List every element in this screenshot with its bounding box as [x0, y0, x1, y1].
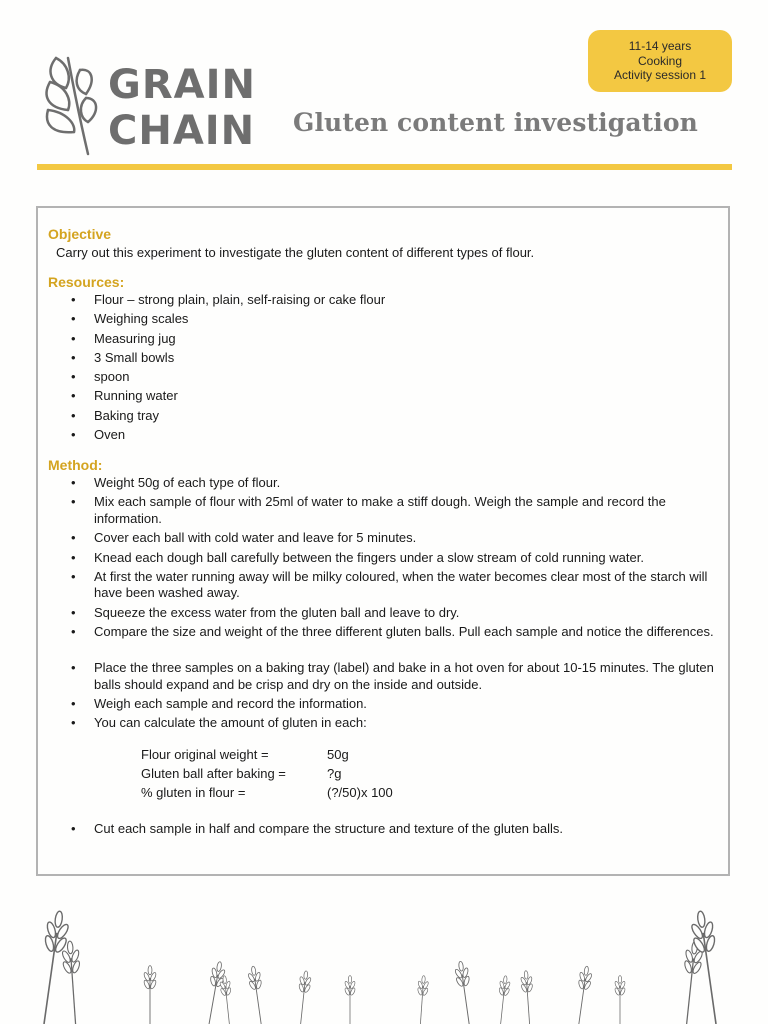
list-item: • Baking tray [38, 408, 718, 427]
list-item: • Flour – strong plain, plain, self-raising or cake flour [38, 292, 718, 311]
badge-session: Activity session 1 [613, 68, 707, 83]
list-item: • At first the water running away will be milky coloured, when the water becomes clear most of the starch will have been washed away. [38, 569, 718, 605]
method-heading: Method: [48, 457, 103, 473]
calc-label: Flour original weight = [141, 747, 269, 762]
wheat-stalks-illustration [0, 880, 768, 1024]
calc-row [141, 785, 441, 804]
activity-content-box [36, 206, 730, 876]
gluten-calculation [141, 747, 441, 804]
list-item: • Squeeze the excess water from the gluten ball and leave to dry. [38, 605, 718, 624]
list-item: • Mix each sample of flour with 25ml of water to make a stiff dough. Weigh the sample and record the information. [38, 494, 718, 530]
grain-chain-logo [40, 50, 270, 160]
list-item: • Oven [38, 427, 718, 446]
resources-heading: Resources: [48, 274, 125, 290]
calc-label: Gluten ball after baking = [141, 766, 286, 781]
calc-value: (?/50)x 100 [327, 785, 393, 800]
list-item: • Cover each ball with cold water and leave for 5 minutes. [38, 530, 718, 549]
header-divider [37, 164, 732, 170]
list-item: • Knead each dough ball carefully between the fingers under a slow stream of cold running water. [38, 550, 718, 569]
logo-text-chain: CHAIN [108, 108, 256, 154]
resources-list [38, 292, 718, 446]
calc-value: 50g [327, 747, 349, 762]
calc-row [141, 766, 441, 785]
list-item: • Weight 50g of each type of flour. [38, 475, 718, 494]
list-item: • You can calculate the amount of gluten in each: [38, 715, 718, 734]
calc-value: ?g [327, 766, 342, 781]
list-item: • Weigh each sample and record the information. [38, 696, 718, 715]
list-item: • Weighing scales [38, 311, 718, 330]
badge-age: 11-14 years [628, 39, 692, 54]
list-item: • Cut each sample in half and compare the structure and texture of the gluten balls. [38, 821, 718, 838]
list-item: • Measuring jug [38, 331, 718, 350]
page-title: Gluten content investigation [293, 108, 698, 137]
wheat-icon [47, 58, 96, 154]
calc-label: % gluten in flour = [141, 785, 246, 800]
list-item: • Running water [38, 388, 718, 407]
objective-heading: Objective [48, 226, 112, 242]
logo-text-grain: GRAIN [108, 62, 256, 108]
method-final-list [38, 821, 718, 838]
badge-subject: Cooking [637, 53, 683, 68]
list-item: • Compare the size and weight of the three different gluten balls. Pull each sample and notice the differences. [38, 624, 718, 660]
objective-text: Carry out this experiment to investigate the gluten content of different types of flour. [56, 245, 535, 260]
list-item: • Place the three samples on a baking tray (label) and bake in a hot oven for about 10-15 minutes. The gluten balls should expand and be crisp and dry on the inside and outside. [38, 660, 718, 696]
audience-badge [588, 30, 732, 92]
list-item: • 3 Small bowls [38, 350, 718, 369]
calc-row [141, 747, 441, 766]
method-list [38, 475, 718, 735]
list-item: • spoon [38, 369, 718, 388]
